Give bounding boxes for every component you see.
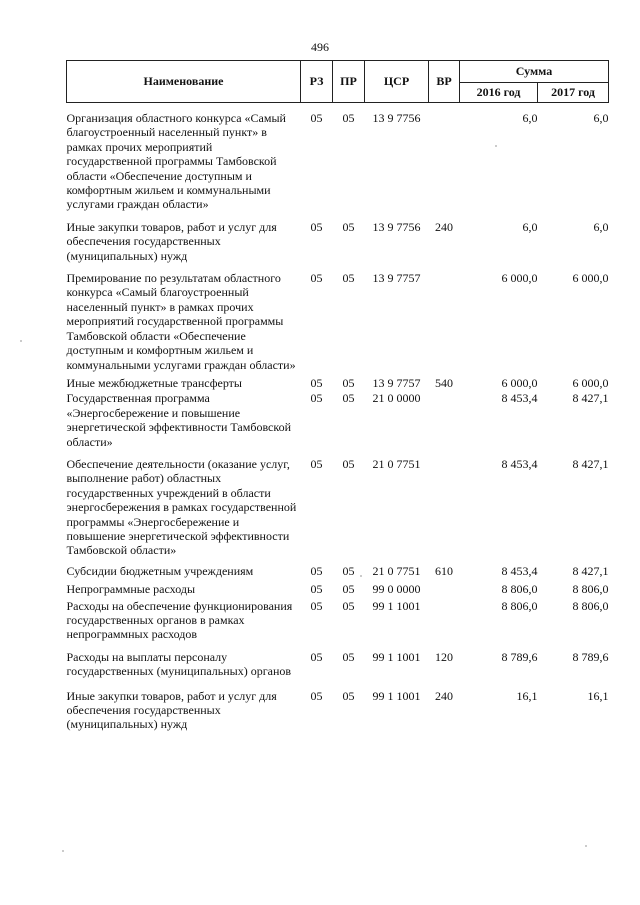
- cell-vr: [429, 599, 460, 642]
- cell-csr: 13 9 7757: [372, 375, 421, 390]
- cell-csr: 13 9 7757: [372, 271, 421, 286]
- cell-rz: 05: [310, 391, 323, 406]
- cell-name: Иные закупки товаров, работ и услуг для обеспечения государственных (муниципальных) нужд: [66, 219, 277, 263]
- page-number: 496: [311, 40, 329, 54]
- table-body: [67, 103, 609, 732]
- cell-name: Расходы на обеспечение функционирования государственных органов в рамках непрограммных расходов: [66, 598, 293, 642]
- cell-2016: 8 453,4: [501, 391, 538, 406]
- cell-name: Иные межбюджетные трансферты: [66, 375, 242, 390]
- cell-2016: 6,0: [522, 219, 538, 234]
- table-row: [67, 582, 609, 596]
- scan-speck: [585, 845, 587, 847]
- table-row: [67, 599, 609, 642]
- cell-rz: 05: [310, 375, 323, 390]
- cell-csr: 21 0 7751: [372, 456, 421, 471]
- cell-vr: [429, 391, 460, 449]
- cell-name: Непрограммные расходы: [66, 582, 196, 597]
- cell-pr: 05: [342, 582, 355, 597]
- cell-pr: 05: [342, 649, 355, 664]
- cell-rz: 05: [310, 271, 323, 286]
- cell-vr: [429, 582, 460, 596]
- header-rz: РЗ: [301, 61, 333, 103]
- cell-csr: 99 1 1001: [372, 649, 421, 664]
- cell-csr: 21 0 7751: [372, 563, 421, 578]
- cell-vr: 240: [435, 219, 453, 234]
- cell-2016: 8 806,0: [501, 582, 538, 597]
- cell-csr: 99 1 1001: [372, 598, 421, 613]
- cell-pr: 05: [342, 111, 355, 125]
- cell-csr: 13 9 7756: [372, 219, 421, 234]
- cell-2016: 6 000,0: [501, 271, 538, 286]
- cell-csr: 99 0 0000: [372, 582, 421, 597]
- cell-name: Расходы на выплаты персоналу государственных (муниципальных) органов: [66, 649, 292, 679]
- cell-pr: 05: [342, 271, 355, 286]
- cell-2016: 6 000,0: [501, 375, 538, 390]
- cell-pr: 05: [342, 688, 355, 703]
- cell-2017: 16,1: [587, 688, 609, 703]
- cell-pr: 05: [342, 456, 355, 471]
- cell-vr: [429, 271, 460, 372]
- cell-name: Организация областного конкурса «Самый благоустроенный населенный пункт» в рамках прочих мероприятий государственной программы Тамбовской области «Обеспечение доступным и комфортным жильем и коммунальными услугами граждан области»: [66, 111, 286, 212]
- cell-rz: 05: [310, 563, 323, 578]
- cell-2017: 8 789,6: [572, 649, 609, 664]
- scan-speck: [495, 145, 497, 147]
- cell-2017: 8 806,0: [572, 582, 609, 597]
- header-2017: 2017 год: [538, 83, 609, 103]
- cell-2016: 6,0: [522, 111, 538, 125]
- cell-rz: 05: [310, 598, 323, 613]
- table-row: [67, 111, 609, 212]
- cell-2017: 8 427,1: [572, 563, 609, 578]
- cell-rz: 05: [310, 111, 323, 125]
- header-csr: ЦСР: [365, 61, 429, 103]
- scan-speck: [360, 575, 362, 577]
- cell-2016: 16,1: [516, 688, 538, 703]
- cell-pr: 05: [342, 375, 355, 390]
- header-pr: ПР: [333, 61, 365, 103]
- cell-2017: 8 427,1: [572, 456, 609, 471]
- cell-csr: 21 0 0000: [372, 391, 421, 406]
- cell-pr: 05: [342, 598, 355, 613]
- cell-2017: 8 427,1: [572, 391, 609, 406]
- header-sum: Сумма: [460, 61, 609, 83]
- table-row: [67, 271, 609, 372]
- cell-2017: 6 000,0: [572, 375, 609, 390]
- cell-name: Премирование по результатам областного конкурса «Самый благоустроенный населенный пункт» в рамках прочих мероприятий государственной программы Тамбовской области «Обеспечение доступным и комфортным жильем и коммунальными услугами граждан области»: [66, 271, 296, 372]
- cell-csr: 99 1 1001: [372, 688, 421, 703]
- table-row: [67, 376, 609, 390]
- table-row: [67, 689, 609, 732]
- cell-vr: [429, 111, 460, 212]
- cell-pr: 05: [342, 563, 355, 578]
- table-row: [67, 220, 609, 263]
- table-row: [67, 650, 609, 679]
- cell-vr: 240: [435, 688, 453, 703]
- header-vr: ВР: [429, 61, 460, 103]
- cell-name: Иные закупки товаров, работ и услуг для обеспечения государственных (муниципальных) нужд: [66, 688, 277, 732]
- scan-speck: [62, 850, 64, 852]
- cell-rz: 05: [310, 688, 323, 703]
- cell-csr: 13 9 7756: [372, 111, 421, 125]
- cell-2016: 8 453,4: [501, 456, 538, 471]
- cell-2017: 6,0: [593, 219, 609, 234]
- table-row: [67, 391, 609, 449]
- cell-2016: 8 789,6: [501, 649, 538, 664]
- cell-vr: [429, 457, 460, 558]
- cell-2017: 8 806,0: [572, 598, 609, 613]
- cell-2016: 8 806,0: [501, 598, 538, 613]
- table-row: [67, 564, 609, 578]
- cell-2017: 6 000,0: [572, 271, 609, 286]
- cell-name: Обеспечение деятельности (оказание услуг, выполнение работ) областных государственных учреждений в области энергосбережения в рамках государственной программы «Энергосбережение и повышение энергетической эффективности Тамбовской области»: [66, 456, 297, 558]
- table-row: [67, 457, 609, 558]
- cell-name: Государственная программа «Энергосбережение и повышение энергетической эффективности Тамбовской области»: [66, 391, 292, 449]
- cell-rz: 05: [310, 582, 323, 597]
- cell-rz: 05: [310, 649, 323, 664]
- cell-pr: 05: [342, 391, 355, 406]
- budget-table: [66, 60, 609, 732]
- cell-vr: 120: [435, 649, 453, 664]
- cell-vr: 540: [435, 375, 453, 390]
- cell-name: Субсидии бюджетным учреждениям: [66, 563, 254, 578]
- cell-2016: 8 453,4: [501, 563, 538, 578]
- header-name: Наименование: [67, 61, 301, 103]
- cell-vr: 610: [435, 563, 453, 578]
- header-2016: 2016 год: [460, 83, 538, 103]
- cell-rz: 05: [310, 219, 323, 234]
- cell-2017: 6,0: [593, 111, 609, 125]
- scan-speck: [20, 340, 22, 342]
- cell-rz: 05: [310, 456, 323, 471]
- cell-pr: 05: [342, 219, 355, 234]
